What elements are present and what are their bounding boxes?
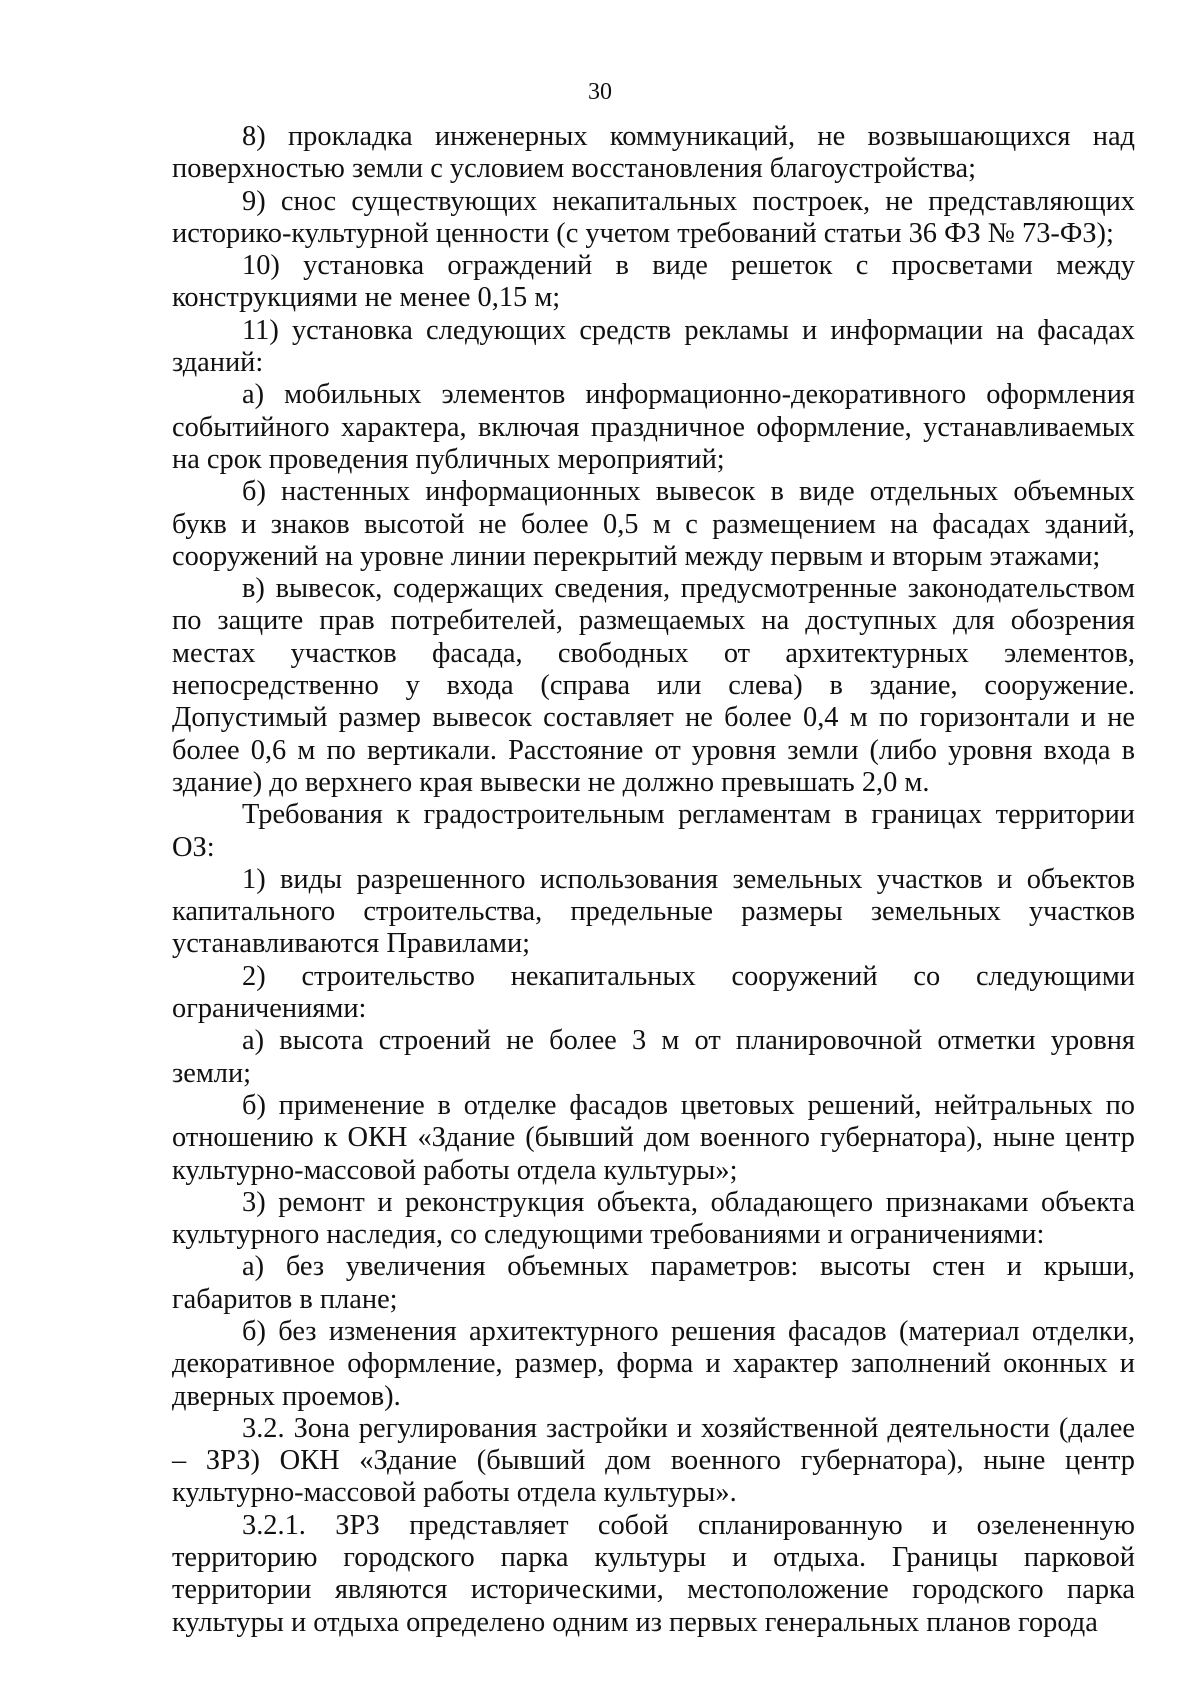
- oz-item-3a-paragraph: а) без увеличения объемных параметров: высоты стен и крыши, габаритов в плане;: [172, 1251, 1135, 1315]
- oz-item-3-paragraph: 3) ремонт и реконструкция объекта, обладающего признаками объекта культурного наследия, со следующими требованиями и ограничениями:: [172, 1186, 1135, 1251]
- item-8-paragraph: 8) прокладка инженерных коммуникаций, не возвышающихся над поверхностью земли с условием восстановления благоустройства;: [172, 121, 1135, 185]
- oz-item-3b-paragraph: б) без изменения архитектурного решения фасадов (материал отделки, декоративное оформление, размер, форма и характер заполнений оконных и дверных проемов).: [172, 1315, 1135, 1412]
- oz-item-2b-paragraph: б) применение в отделке фасадов цветовых решений, нейтральных по отношению к ОКН «Здание (бывший дом военного губернатора), ныне центр культурно-массовой работы отдела культуры»;: [172, 1089, 1135, 1186]
- page-number: 30: [588, 79, 612, 105]
- oz-item-2a-paragraph: а) высота строений не более 3 м от планировочной отметки уровня земли;: [172, 1025, 1135, 1089]
- item-10-paragraph: 10) установка ограждений в виде решеток с просветами между конструкциями не менее 0,15 м;: [172, 250, 1135, 314]
- oz-requirements-heading: Требования к градостроительным регламентам в границах территории ОЗ:: [172, 799, 1135, 863]
- item-11b-paragraph: б) настенных информационных вывесок в виде отдельных объемных букв и знаков высотой не более 0,5 м с размещением на фасадах зданий, сооружений на уровне линии перекрытий между первым и вторым этажами;: [172, 476, 1135, 572]
- section-3-2-paragraph: 3.2. Зона регулирования застройки и хозяйственной деятельности (далее – ЗРЗ) ОКН «Здание (бывший дом военного губернатора), ныне центр культурно-массовой работы отдела культуры».: [172, 1412, 1135, 1509]
- section-3-2-1-paragraph: 3.2.1. ЗРЗ представляет собой спланированную и озелененную территорию городского парка культуры и отдыха. Границы парковой территории являются историческими, местоположение городского парка культуры и отдыха определено одним из первых генеральных планов города: [172, 1509, 1135, 1638]
- oz-item-2-paragraph: 2) строительство некапитальных сооружений со следующими ограничениями:: [172, 960, 1135, 1025]
- item-11a-paragraph: а) мобильных элементов информационно-декоративного оформления событийного характера, включая праздничное оформление, устанавливаемых на срок проведения публичных мероприятий;: [172, 379, 1135, 475]
- item-9-paragraph: 9) снос существующих некапитальных построек, не представляющих историко-культурной ценности (с учетом требований статьи 36 ФЗ № 73-ФЗ);: [172, 185, 1135, 249]
- page-body: [172, 121, 1135, 1639]
- oz-item-1-paragraph: 1) виды разрешенного использования земельных участков и объектов капитального строительства, предельные размеры земельных участков устанавливаются Правилами;: [172, 863, 1135, 960]
- item-11-paragraph: 11) установка следующих средств рекламы и информации на фасадах зданий:: [172, 314, 1135, 379]
- item-11v-paragraph: в) вывесок, содержащих сведения, предусмотренные законодательством по защите прав потребителей, размещаемых на доступных для обозрения местах участков фасада, свободных от архитектурных элементов, непосредственно у входа (справа или слева) в здание, сооружение. Допустимый размер вывесок составляет не более 0,4 м по горизонтали и не более 0,6 м по вертикали. Расстояние от уровня земли (либо уровня входа в здание) до верхнего края вывески не должно превышать 2,0 м.: [172, 573, 1135, 798]
